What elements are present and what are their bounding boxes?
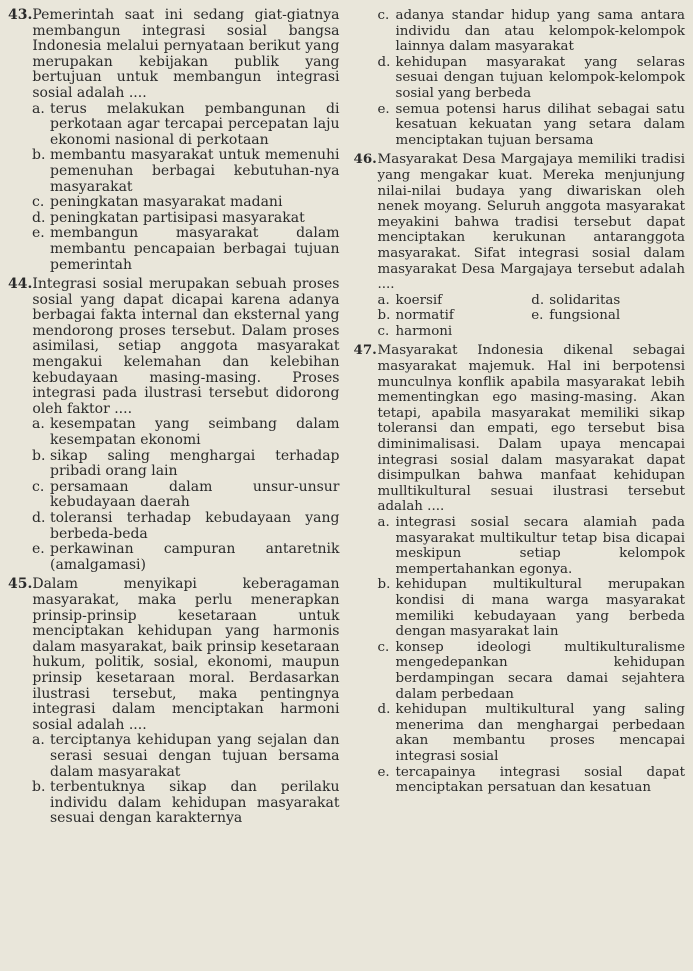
question-47 xyxy=(354,343,686,795)
question-number: 47. xyxy=(353,342,377,359)
option-a[interactable]: a. integrasi sosial secara alamiah pada masyarakat multikultur tetap bisa dicapai meskipun setiap kelompok mempertahankan egonya. xyxy=(377,515,685,577)
question-number: 46. xyxy=(353,151,377,168)
option-d[interactable]: d. kehidupan masyarakat yang selaras sesuai dengan tujuan kelompok-kelompok sosial yang berbeda xyxy=(377,54,685,101)
option-b[interactable]: b. terbentuknya sikap dan perilaku individu dalam kehidupan masyarakat sesuai dengan karakternya xyxy=(32,779,340,827)
left-column xyxy=(8,8,340,971)
option-d[interactable]: d. solidaritas xyxy=(531,292,621,308)
option-a[interactable]: a. kesempatan yang seimbang dalam kesempatan ekonomi xyxy=(32,416,340,449)
right-column xyxy=(354,8,686,971)
option-e[interactable]: e. perkawinan campuran antaretnik (amalgamasi) xyxy=(32,541,340,573)
option-c[interactable]: c. harmoni xyxy=(377,323,453,339)
question-number: 44. xyxy=(8,276,33,293)
option-b[interactable]: b. sikap saling menghargai terhadap pribadi orang lain xyxy=(32,447,340,480)
question-number: 45. xyxy=(8,576,33,593)
question-46 xyxy=(354,152,686,339)
question-stem: Dalam menyikapi keberagaman masyarakat, maka perlu menerapkan prinsip-prinsip kesetaraan untuk menciptakan kehidupan yang harmonis dalam masyarakat, baik prinsip kesetaraan hukum, politik, sosial, ekonomi, maupun prinsip kesetaraan moral. Berdasarkan ilustrasi tersebut, maka pentingnya integrasi dalam menciptakan harmoni sosial adalah .... xyxy=(32,576,340,733)
option-e[interactable]: e. fungsional xyxy=(531,308,621,324)
option-c[interactable]: c. konsep ideologi multikulturalisme mengedepankan kehidupan berdampingan secara damai sejahtera dalam perbedaan xyxy=(377,639,685,702)
option-list xyxy=(32,417,340,573)
option-b[interactable]: b. normatif xyxy=(377,308,454,324)
question-stem: Integrasi sosial merupakan sebuah proses sosial yang dapat dicapai karena adanya berbagai fakta internal dan eksternal yang mendorong proses tersebut. Dalam proses asimilasi, setiap anggota masyarakat mengakui kelemahan dan kelebihan kebudayaan masing-masing. Proses integrasi pada ilustrasi tersebut didorong oleh faktor .... xyxy=(32,276,340,417)
option-list xyxy=(378,515,686,796)
question-44 xyxy=(8,277,340,573)
option-c[interactable]: c. peningkatan masyarakat madani xyxy=(32,194,283,211)
option-a[interactable]: a. terus melakukan pembangunan di perkotaan agar tercapai percepatan laju ekonomi nasional di perkotaan xyxy=(32,100,340,148)
option-e[interactable]: e. semua potensi harus dilihat sebagai satu kesatuan kekuatan yang setara dalam menciptakan tujuan bersama xyxy=(377,101,685,148)
question-stem: Pemerintah saat ini sedang giat-giatnya membangun integrasi sosial bangsa Indonesia melalui pernyataan berikut yang merupakan kebijakan publik yang bertujuan untuk membangun integrasi sosial adalah .... xyxy=(32,7,340,101)
option-c[interactable]: c. persamaan dalam unsur-unsur kebudayaan daerah xyxy=(32,478,340,511)
question-number: 43. xyxy=(8,7,33,23)
option-b[interactable]: b. kehidupan multikultural merupakan kondisi di mana warga masyarakat memiliki kebudayaan yang berbeda dengan masyarakat lain xyxy=(377,577,685,640)
option-grid xyxy=(378,293,686,340)
option-a[interactable]: a. koersif xyxy=(377,292,443,308)
question-45-continued-options xyxy=(378,8,686,148)
option-d[interactable]: d. toleransi terhadap kebudayaan yang berbeda-beda xyxy=(32,510,340,542)
option-d[interactable]: d. kehidupan multikultural yang saling menerima dan menghargai perbedaan akan membantu proses mencapai integrasi sosial xyxy=(377,702,685,764)
option-e[interactable]: e. membangun masyarakat dalam membantu pencapaian berbagai tujuan pemerintah xyxy=(32,225,340,273)
question-43 xyxy=(8,8,340,273)
question-45 xyxy=(8,577,340,827)
question-stem: Masyarakat Indonesia dikenal sebagai masyarakat majemuk. Hal ini berpotensi munculnya konflik apabila masyarakat lebih mementingkan ego masing-masing. Akan tetapi, apabila masyarakat memiliki sikap toleransi dan empati, ego tersebut bisa diminimalisasi. Dalam upaya mencapai integrasi sosial dalam masyarakat dapat disimpulkan bahwa manfaat kehidupan mulltikultural sesuai ilustrasi tersebut adalah .... xyxy=(377,343,685,515)
option-c[interactable]: c. adanya standar hidup yang sama antara individu dan atau kelompok-kelompok lainnya dalam masyarakat xyxy=(377,8,685,55)
option-b[interactable]: b. membantu masyarakat untuk memenuhi pemenuhan berbagai kebutuhan-nya masyarakat xyxy=(32,147,340,195)
option-d[interactable]: d. peningkatan partisipasi masyarakat xyxy=(32,209,305,226)
option-list xyxy=(32,733,340,827)
option-list xyxy=(32,102,340,274)
option-e[interactable]: e. tercapainya integrasi sosial dapat menciptakan persatuan dan kesatuan xyxy=(377,764,685,796)
question-stem: Masyarakat Desa Margajaya memiliki tradisi yang mengakar kuat. Mereka menjunjung nilai-nilai budaya yang diwariskan oleh nenek moyang. Seluruh anggota masyarakat meyakini bahwa tradisi tersebut dapat menciptakan kerukunan antaranggota masyarakat. Sifat integrasi sosial dalam masyarakat Desa Margajaya tersebut adalah .... xyxy=(377,152,685,293)
option-a[interactable]: a. terciptanya kehidupan yang sejalan dan serasi sesuai dengan tujuan bersama dalam masyarakat xyxy=(32,732,340,780)
